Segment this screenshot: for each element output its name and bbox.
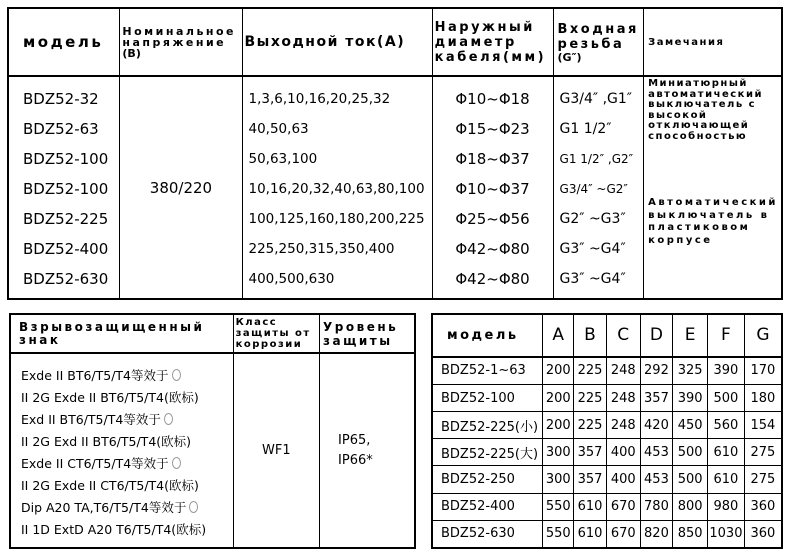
row-dimension: 390 — [707, 357, 744, 385]
header-voltage-cell — [120, 8, 242, 76]
model-name: BDZ52-32 — [23, 89, 99, 108]
row-dimension: 610 — [574, 493, 607, 520]
cable-diameter: Φ42~Φ80 — [455, 239, 530, 258]
current-values: 100,125,160,180,200,225 — [248, 210, 425, 227]
row-dimension: 450 — [673, 412, 708, 439]
model-name: BDZ52-63 — [23, 119, 99, 138]
header-cable: Наружный диаметр кабеля(мм) — [432, 8, 553, 76]
dimension-row — [432, 493, 782, 520]
header-corrosion: Класс защиты от коррозии — [233, 314, 319, 353]
row-dimension: 500 — [707, 385, 744, 412]
ex-marks-cell — [10, 353, 233, 548]
row-dimension: 550 — [543, 520, 574, 548]
protection-body-row — [10, 353, 415, 548]
currents-cell — [242, 76, 432, 299]
row-dimension: 500 — [673, 439, 708, 466]
header-thread-cell — [553, 8, 644, 76]
ex-mark: Exde II BT6/T5/T4等效于 — [21, 365, 233, 387]
row-dimension: 275 — [744, 466, 782, 493]
cable-diameter: Φ15~Φ23 — [455, 119, 530, 138]
header-model: модель — [8, 8, 120, 76]
row-dimension: 400 — [606, 439, 640, 466]
row-dimension: 670 — [606, 493, 640, 520]
row-dimension: 390 — [673, 385, 708, 412]
dimensions-header-row — [432, 314, 782, 357]
current-values: 400,500,630 — [248, 270, 335, 287]
row-dimension: 610 — [707, 439, 744, 466]
current-values: 10,16,20,32,40,63,80,100 — [248, 180, 425, 197]
dimensions-body — [432, 357, 782, 548]
header-voltage: Номинальное напряжение — [122, 24, 237, 49]
ex-mark: II 1D ExtD A20 T6/T5/T4(欧标) — [21, 521, 207, 537]
header-thread-unit: (G″) — [557, 50, 582, 64]
header-dim-g: G — [744, 314, 782, 357]
row-dimension: 200 — [543, 385, 574, 412]
row-dimension: 850 — [673, 520, 708, 548]
row-dimension: 780 — [640, 493, 673, 520]
header-current: Выходной ток(А) — [242, 8, 432, 76]
model-name: BDZ52-100 — [23, 149, 109, 168]
row-dimension: 292 — [640, 357, 673, 385]
current-values: 1,3,6,10,16,20,25,32 — [248, 90, 391, 107]
dimension-row — [432, 357, 782, 385]
remark-molded-case: Автоматический выключатель в пластиковом корпусе — [648, 197, 778, 246]
header-protection-level: Уровень защиты — [320, 314, 415, 353]
models-cell — [8, 76, 120, 299]
thread-size: G3/4″ ~G2″ — [559, 181, 628, 196]
dimensions-table — [431, 313, 783, 549]
thread-size: G1 1/2″ — [559, 120, 612, 137]
model-name: BDZ52-630 — [23, 269, 109, 288]
cert-icon — [189, 501, 198, 513]
row-dimension: 357 — [574, 439, 607, 466]
header-ex-mark: Взрывозащищенный знак — [10, 314, 233, 353]
row-dimension: 225 — [574, 357, 607, 385]
row-dimension: 200 — [543, 412, 574, 439]
header-dim-e: E — [673, 314, 708, 357]
row-dimension: 820 — [640, 520, 673, 548]
row-dimension: 300 — [543, 439, 574, 466]
ex-mark: Exd II BT6/T5/T4等效于 — [21, 409, 233, 431]
ex-mark: II 2G Exde II CT6/T5/T4(欧标) — [21, 477, 199, 493]
current-values: 225,250,315,350,400 — [248, 240, 395, 257]
row-dimension: 500 — [673, 466, 708, 493]
row-dimension: 980 — [707, 493, 744, 520]
cable-diameter: Φ25~Φ56 — [455, 209, 530, 228]
header-remarks: Замечания — [644, 8, 782, 76]
dimension-row — [432, 520, 782, 548]
header-model: модель — [432, 314, 543, 357]
header-dim-d: D — [640, 314, 673, 357]
dimension-row — [432, 439, 782, 466]
row-dimension: 550 — [543, 493, 574, 520]
specs-body-row — [8, 76, 782, 299]
dimension-row — [432, 412, 782, 439]
ex-mark: Exde II CT6/T5/T4等效于 — [21, 453, 233, 475]
ex-mark: II 2G Exde II BT6/T5/T4(欧标) — [21, 389, 199, 405]
row-dimension: 275 — [744, 439, 782, 466]
cert-icon — [172, 369, 181, 381]
cert-icon — [164, 413, 173, 425]
row-dimension: 1030 — [707, 520, 744, 548]
remarks-cell — [644, 76, 782, 299]
row-dimension: 453 — [640, 439, 673, 466]
row-dimension: 154 — [744, 412, 782, 439]
thread-size: G3″ ~G4″ — [559, 240, 626, 257]
row-model: BDZ52-630 — [432, 520, 543, 548]
row-dimension: 360 — [744, 520, 782, 548]
model-name: BDZ52-225 — [23, 209, 109, 228]
protection-header-row — [10, 314, 415, 353]
protection-value: IP65, — [338, 432, 371, 448]
row-dimension: 225 — [574, 385, 607, 412]
row-model: BDZ52-400 — [432, 493, 543, 520]
thread-size: G1 1/2″ ,G2″ — [559, 151, 634, 166]
row-dimension: 420 — [640, 412, 673, 439]
row-dimension: 357 — [574, 466, 607, 493]
ex-mark: II 2G Exd II BT6/T5/T4(欧标) — [21, 433, 192, 449]
voltage-value: 380/220 — [120, 76, 242, 299]
cable-diameter: Φ42~Φ80 — [455, 269, 530, 288]
row-dimension: 248 — [606, 412, 640, 439]
header-thread: Входная резьба — [557, 21, 639, 52]
explosion-protection-table — [9, 313, 416, 549]
cable-diameter: Φ18~Φ37 — [455, 149, 530, 168]
cable-diameter: Φ10~Φ18 — [455, 89, 530, 108]
current-values: 40,50,63 — [248, 120, 309, 137]
row-dimension: 170 — [744, 357, 782, 385]
header-dim-a: A — [543, 314, 574, 357]
header-dim-c: C — [606, 314, 640, 357]
row-model: BDZ52-1~63 — [432, 357, 543, 385]
row-dimension: 357 — [640, 385, 673, 412]
model-name: BDZ52-100 — [23, 179, 109, 198]
cable-cell — [432, 76, 553, 299]
row-dimension: 225 — [574, 412, 607, 439]
corrosion-value: WF1 — [233, 353, 319, 548]
row-model: BDZ52-225(大) — [432, 439, 543, 466]
thread-size: G3″ ~G4″ — [559, 270, 626, 287]
row-dimension: 560 — [707, 412, 744, 439]
thread-cell — [553, 76, 644, 299]
remark-miniature: Миниатюрный автоматический выключатель с высокой отключающей способностью — [648, 78, 763, 142]
row-model: BDZ52-250 — [432, 466, 543, 493]
model-name: BDZ52-400 — [23, 239, 109, 258]
row-dimension: 610 — [707, 466, 744, 493]
dimension-row — [432, 466, 782, 493]
row-dimension: 248 — [606, 357, 640, 385]
header-dim-b: B — [574, 314, 607, 357]
specs-header-row — [8, 8, 782, 76]
row-dimension: 453 — [640, 466, 673, 493]
header-voltage-unit: (В) — [122, 46, 141, 60]
cable-diameter: Φ10~Φ37 — [455, 179, 530, 198]
row-dimension: 300 — [543, 466, 574, 493]
row-dimension: 800 — [673, 493, 708, 520]
row-model: BDZ52-100 — [432, 385, 543, 412]
thread-size: G2″ ~G3″ — [559, 210, 626, 227]
protection-value: IP66* — [338, 452, 373, 468]
row-dimension: 180 — [744, 385, 782, 412]
thread-size: G3/4″ ,G1″ — [559, 90, 633, 107]
cert-icon — [172, 457, 181, 469]
ex-mark: Dip A20 TA,T6/T5/T4等效于 — [21, 497, 233, 519]
header-dim-f: F — [707, 314, 744, 357]
row-dimension: 670 — [606, 520, 640, 548]
row-dimension: 610 — [574, 520, 607, 548]
protection-values-cell — [320, 353, 415, 548]
row-dimension: 248 — [606, 385, 640, 412]
specs-table — [7, 7, 783, 300]
row-dimension: 400 — [606, 466, 640, 493]
dimension-row — [432, 385, 782, 412]
row-dimension: 325 — [673, 357, 708, 385]
row-model: BDZ52-225(小) — [432, 412, 543, 439]
row-dimension: 200 — [543, 357, 574, 385]
row-dimension: 360 — [744, 493, 782, 520]
current-values: 50,63,100 — [248, 150, 318, 167]
